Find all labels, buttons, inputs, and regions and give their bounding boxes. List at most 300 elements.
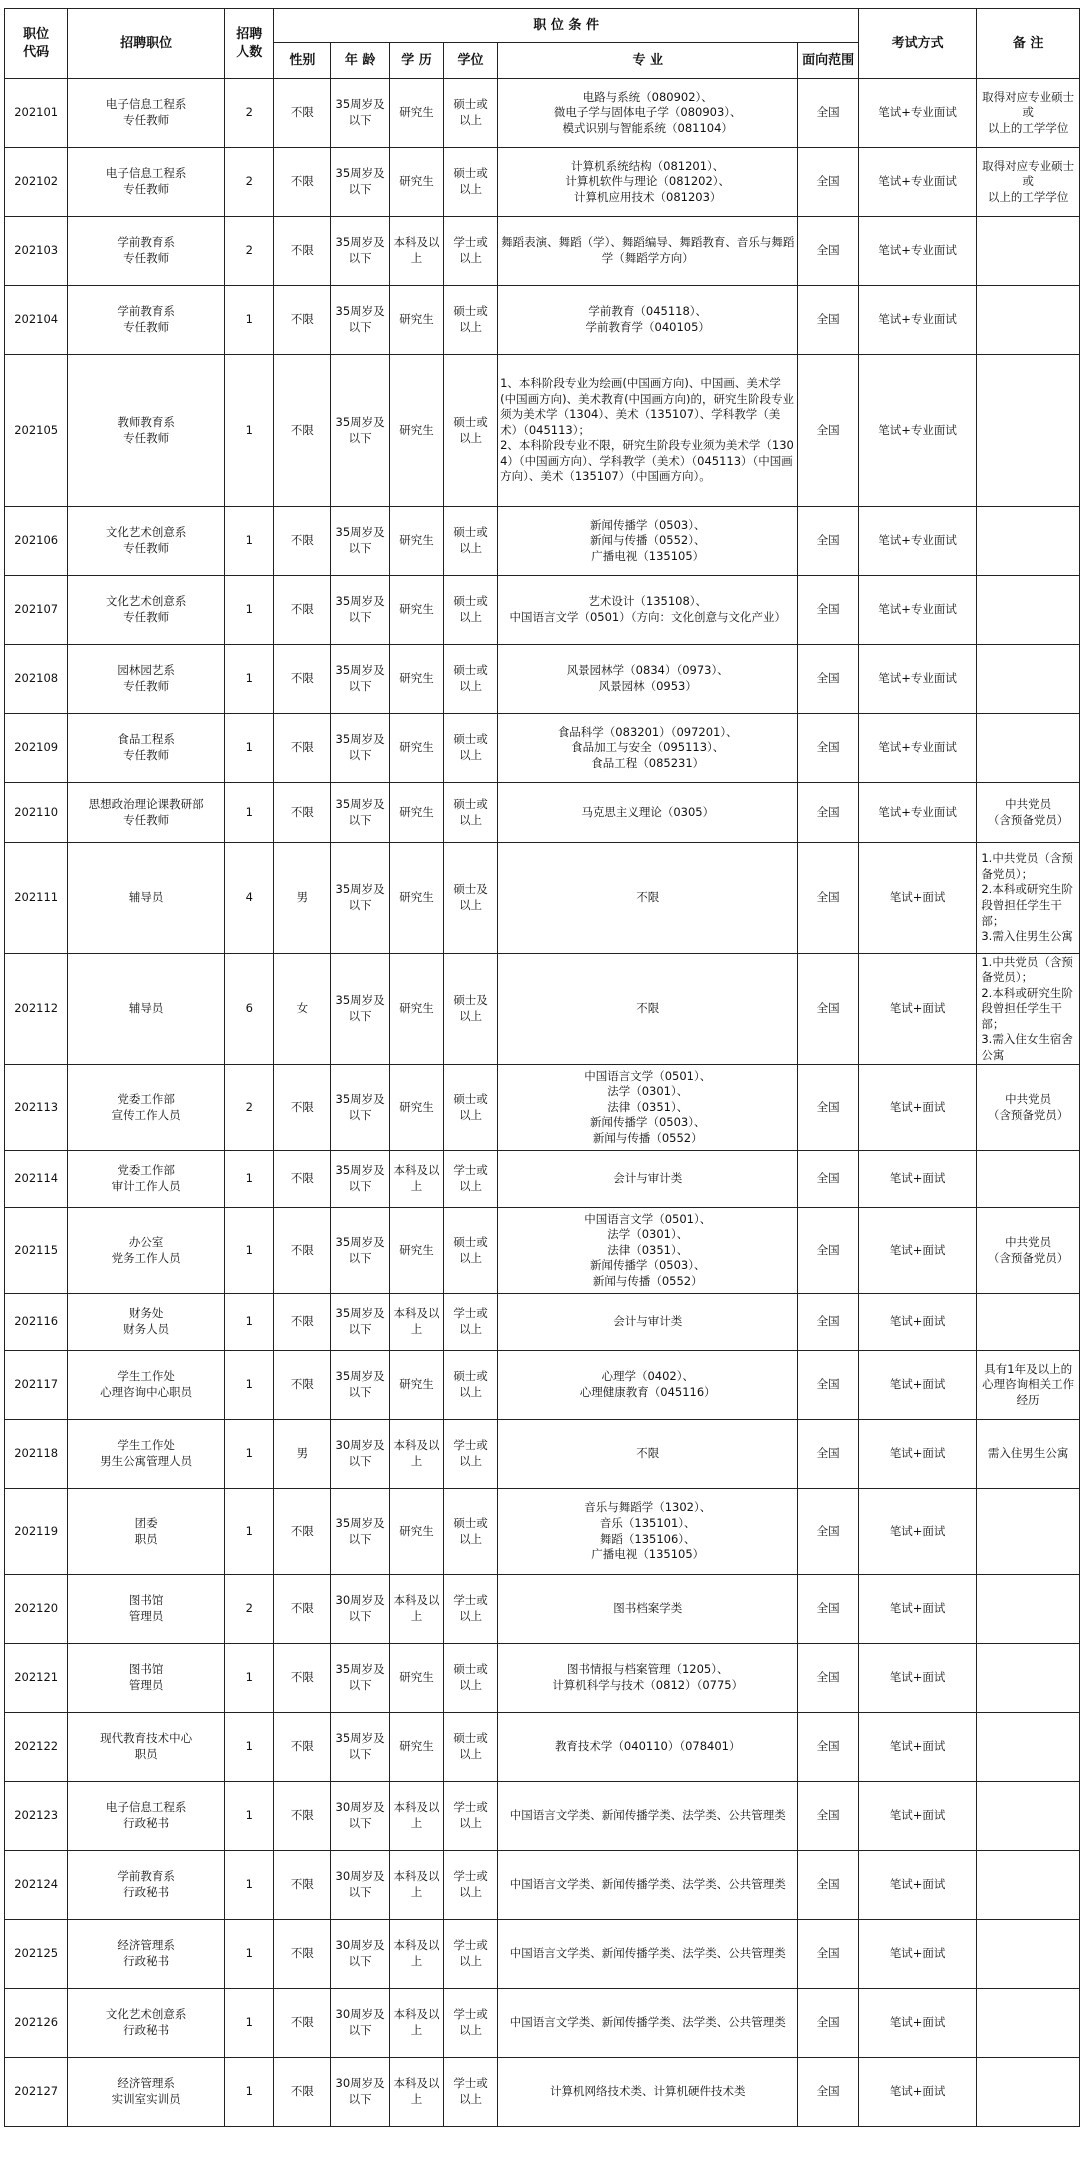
cell-remark	[977, 286, 1080, 355]
table-row	[5, 217, 1080, 286]
cell-exam: 笔试+面试	[858, 1989, 976, 2058]
cell-age: 35周岁及 以下	[331, 1351, 390, 1420]
cell-scope: 全国	[798, 286, 859, 355]
cell-code: 202107	[5, 576, 68, 645]
cell-major: 图书情报与档案管理（1205）、 计算机科学与技术（0812）（0775）	[498, 1644, 798, 1713]
table-row	[5, 1489, 1080, 1575]
cell-age: 35周岁及 以下	[331, 507, 390, 576]
cell-code: 202114	[5, 1151, 68, 1208]
cell-remark	[977, 576, 1080, 645]
cell-post: 文化艺术创意系 行政秘书	[68, 1989, 225, 2058]
cell-age: 35周岁及 以下	[331, 783, 390, 843]
cell-post: 电子信息工程系 专任教师	[68, 79, 225, 148]
cell-count: 1	[225, 1644, 274, 1713]
cell-age: 35周岁及 以下	[331, 1151, 390, 1208]
cell-scope: 全国	[798, 1989, 859, 2058]
cell-remark	[977, 1713, 1080, 1782]
cell-remark	[977, 1989, 1080, 2058]
cell-gender: 不限	[274, 1644, 331, 1713]
cell-exam: 笔试+专业面试	[858, 355, 976, 507]
cell-count: 1	[225, 714, 274, 783]
cell-gender: 不限	[274, 79, 331, 148]
cell-count: 1	[225, 507, 274, 576]
cell-major: 音乐与舞蹈学（1302）、 音乐（135101）、 舞蹈（135106）、 广播电视（135105）	[498, 1489, 798, 1575]
cell-count: 2	[225, 1065, 274, 1151]
cell-exam: 笔试+面试	[858, 1420, 976, 1489]
cell-post: 教师教育系 专任教师	[68, 355, 225, 507]
cell-gender: 女	[274, 954, 331, 1065]
cell-post: 电子信息工程系 行政秘书	[68, 1782, 225, 1851]
cell-degree: 学士或 以上	[444, 1920, 498, 1989]
cell-scope: 全国	[798, 576, 859, 645]
cell-remark	[977, 1920, 1080, 1989]
cell-major: 1、本科阶段专业为绘画(中国画方向)、中国画、美术学(中国画方向)、美术教育(中国画方向)的，研究生阶段专业须为美术学（1304）、美术（135107）、学科教学（美术）（045113）； 2、本科阶段专业不限，研究生阶段专业须为美术学（1304）（中国画方向）、学科教学（美术）（045113）（中国画方向）、美术（135107）（中国画方向）。	[498, 355, 798, 507]
cell-post: 图书馆 管理员	[68, 1575, 225, 1644]
cell-scope: 全国	[798, 1294, 859, 1351]
cell-exam: 笔试+面试	[858, 1713, 976, 1782]
cell-code: 202105	[5, 355, 68, 507]
table-row	[5, 954, 1080, 1065]
cell-age: 35周岁及 以下	[331, 843, 390, 954]
cell-age: 30周岁及 以下	[331, 1575, 390, 1644]
cell-age: 35周岁及 以下	[331, 954, 390, 1065]
cell-scope: 全国	[798, 954, 859, 1065]
table-body	[5, 79, 1080, 2127]
cell-remark: 1.中共党员（含预备党员）； 2.本科或研究生阶段曾担任学生干部； 3.需入住男生公寓	[977, 843, 1080, 954]
cell-exam: 笔试+面试	[858, 1489, 976, 1575]
cell-degree: 硕士或 以上	[444, 1208, 498, 1294]
cell-major: 中国语言文学类、新闻传播学类、法学类、公共管理类	[498, 1920, 798, 1989]
header-scope: 面向范围	[798, 43, 859, 79]
cell-edu: 研究生	[389, 576, 443, 645]
cell-code: 202124	[5, 1851, 68, 1920]
table-row	[5, 576, 1080, 645]
cell-edu: 本科及以 上	[389, 1920, 443, 1989]
cell-degree: 学士或 以上	[444, 1575, 498, 1644]
header-major: 专 业	[498, 43, 798, 79]
cell-count: 1	[225, 1713, 274, 1782]
cell-major: 图书档案学类	[498, 1575, 798, 1644]
header-count: 招聘 人数	[225, 9, 274, 79]
cell-gender: 不限	[274, 576, 331, 645]
cell-exam: 笔试+面试	[858, 1782, 976, 1851]
cell-degree: 硕士或 以上	[444, 1713, 498, 1782]
cell-code: 202101	[5, 79, 68, 148]
cell-age: 35周岁及 以下	[331, 1489, 390, 1575]
cell-post: 经济管理系 行政秘书	[68, 1920, 225, 1989]
cell-code: 202121	[5, 1644, 68, 1713]
cell-count: 1	[225, 1782, 274, 1851]
cell-degree: 硕士及 以上	[444, 843, 498, 954]
cell-gender: 不限	[274, 1713, 331, 1782]
cell-scope: 全国	[798, 507, 859, 576]
cell-count: 2	[225, 1575, 274, 1644]
cell-gender: 不限	[274, 2058, 331, 2127]
cell-major: 电路与系统（080902）、 微电子学与固体电子学（080903）、 模式识别与智能系统（081104）	[498, 79, 798, 148]
cell-post: 文化艺术创意系 专任教师	[68, 507, 225, 576]
table-row	[5, 355, 1080, 507]
cell-remark: 具有1年及以上的心理咨询相关工作经历	[977, 1351, 1080, 1420]
cell-degree: 硕士或 以上	[444, 355, 498, 507]
cell-post: 党委工作部 审计工作人员	[68, 1151, 225, 1208]
cell-gender: 不限	[274, 1575, 331, 1644]
cell-post: 学前教育系 专任教师	[68, 286, 225, 355]
cell-major: 会计与审计类	[498, 1294, 798, 1351]
header-conditions: 职 位 条 件	[274, 9, 858, 43]
cell-degree: 硕士或 以上	[444, 79, 498, 148]
table-row	[5, 1782, 1080, 1851]
cell-major: 中国语言文学（0501）、 法学（0301）、 法律（0351）、 新闻传播学（0503）、 新闻与传播（0552）	[498, 1208, 798, 1294]
cell-major: 艺术设计（135108）、 中国语言文学（0501）（方向：文化创意与文化产业）	[498, 576, 798, 645]
table-row	[5, 79, 1080, 148]
cell-gender: 男	[274, 1420, 331, 1489]
cell-age: 35周岁及 以下	[331, 286, 390, 355]
cell-edu: 研究生	[389, 714, 443, 783]
cell-major: 计算机网络技术类、计算机硬件技术类	[498, 2058, 798, 2127]
cell-code: 202120	[5, 1575, 68, 1644]
cell-age: 35周岁及 以下	[331, 217, 390, 286]
cell-remark	[977, 1489, 1080, 1575]
cell-scope: 全国	[798, 1489, 859, 1575]
cell-code: 202110	[5, 783, 68, 843]
cell-gender: 不限	[274, 286, 331, 355]
cell-degree: 硕士或 以上	[444, 1489, 498, 1575]
table-row	[5, 148, 1080, 217]
cell-count: 2	[225, 148, 274, 217]
cell-major: 中国语言文学类、新闻传播学类、法学类、公共管理类	[498, 1782, 798, 1851]
cell-post: 园林园艺系 专任教师	[68, 645, 225, 714]
cell-scope: 全国	[798, 1920, 859, 1989]
cell-count: 1	[225, 1151, 274, 1208]
cell-post: 财务处 财务人员	[68, 1294, 225, 1351]
cell-degree: 硕士或 以上	[444, 645, 498, 714]
header-post: 招聘职位	[68, 9, 225, 79]
cell-exam: 笔试+面试	[858, 843, 976, 954]
cell-post: 电子信息工程系 专任教师	[68, 148, 225, 217]
cell-code: 202118	[5, 1420, 68, 1489]
cell-major: 不限	[498, 1420, 798, 1489]
cell-code: 202119	[5, 1489, 68, 1575]
cell-gender: 不限	[274, 1851, 331, 1920]
cell-age: 30周岁及 以下	[331, 2058, 390, 2127]
cell-remark	[977, 645, 1080, 714]
cell-major: 中国语言文学类、新闻传播学类、法学类、公共管理类	[498, 1989, 798, 2058]
cell-code: 202127	[5, 2058, 68, 2127]
cell-edu: 本科及以 上	[389, 1420, 443, 1489]
table-row	[5, 645, 1080, 714]
cell-code: 202113	[5, 1065, 68, 1151]
cell-degree: 硕士或 以上	[444, 1065, 498, 1151]
cell-post: 党委工作部 宣传工作人员	[68, 1065, 225, 1151]
cell-count: 1	[225, 1989, 274, 2058]
cell-degree: 硕士或 以上	[444, 783, 498, 843]
cell-degree: 硕士或 以上	[444, 148, 498, 217]
cell-major: 中国语言文学类、新闻传播学类、法学类、公共管理类	[498, 1851, 798, 1920]
cell-edu: 本科及以 上	[389, 1989, 443, 2058]
cell-count: 1	[225, 355, 274, 507]
cell-edu: 研究生	[389, 645, 443, 714]
cell-remark	[977, 355, 1080, 507]
cell-edu: 研究生	[389, 783, 443, 843]
cell-degree: 学士或 以上	[444, 1151, 498, 1208]
cell-code: 202123	[5, 1782, 68, 1851]
cell-major: 不限	[498, 954, 798, 1065]
cell-count: 2	[225, 79, 274, 148]
cell-degree: 硕士或 以上	[444, 576, 498, 645]
header-exam: 考试方式	[858, 9, 976, 79]
cell-exam: 笔试+专业面试	[858, 217, 976, 286]
table-row	[5, 1065, 1080, 1151]
cell-count: 1	[225, 286, 274, 355]
cell-exam: 笔试+面试	[858, 1920, 976, 1989]
cell-count: 1	[225, 1920, 274, 1989]
cell-gender: 不限	[274, 783, 331, 843]
table-row	[5, 1644, 1080, 1713]
cell-count: 1	[225, 2058, 274, 2127]
cell-scope: 全国	[798, 1713, 859, 1782]
cell-major: 马克思主义理论（0305）	[498, 783, 798, 843]
cell-edu: 研究生	[389, 843, 443, 954]
table-row	[5, 843, 1080, 954]
cell-major: 中国语言文学（0501）、 法学（0301）、 法律（0351）、 新闻传播学（0503）、 新闻与传播（0552）	[498, 1065, 798, 1151]
cell-degree: 学士或 以上	[444, 2058, 498, 2127]
cell-age: 30周岁及 以下	[331, 1920, 390, 1989]
table-row	[5, 1294, 1080, 1351]
cell-exam: 笔试+面试	[858, 1065, 976, 1151]
cell-code: 202112	[5, 954, 68, 1065]
cell-count: 1	[225, 1420, 274, 1489]
cell-post: 思想政治理论课教研部 专任教师	[68, 783, 225, 843]
cell-degree: 硕士或 以上	[444, 286, 498, 355]
cell-age: 30周岁及 以下	[331, 1782, 390, 1851]
cell-gender: 不限	[274, 1782, 331, 1851]
cell-gender: 不限	[274, 1065, 331, 1151]
cell-scope: 全国	[798, 217, 859, 286]
cell-post: 团委 职员	[68, 1489, 225, 1575]
cell-degree: 硕士或 以上	[444, 507, 498, 576]
cell-degree: 学士或 以上	[444, 1989, 498, 2058]
cell-scope: 全国	[798, 1644, 859, 1713]
cell-edu: 研究生	[389, 1065, 443, 1151]
cell-edu: 研究生	[389, 1351, 443, 1420]
cell-edu: 研究生	[389, 954, 443, 1065]
cell-exam: 笔试+面试	[858, 1644, 976, 1713]
cell-remark	[977, 1851, 1080, 1920]
cell-code: 202111	[5, 843, 68, 954]
cell-degree: 学士或 以上	[444, 1420, 498, 1489]
cell-exam: 笔试+专业面试	[858, 714, 976, 783]
cell-age: 35周岁及 以下	[331, 79, 390, 148]
cell-edu: 研究生	[389, 1208, 443, 1294]
cell-age: 30周岁及 以下	[331, 1989, 390, 2058]
cell-count: 1	[225, 1294, 274, 1351]
cell-edu: 研究生	[389, 507, 443, 576]
cell-scope: 全国	[798, 1065, 859, 1151]
cell-degree: 硕士或 以上	[444, 1351, 498, 1420]
table-row	[5, 1851, 1080, 1920]
cell-gender: 不限	[274, 217, 331, 286]
table-row	[5, 1151, 1080, 1208]
cell-remark: 需入住男生公寓	[977, 1420, 1080, 1489]
cell-post: 学前教育系 行政秘书	[68, 1851, 225, 1920]
cell-age: 35周岁及 以下	[331, 1713, 390, 1782]
cell-exam: 笔试+面试	[858, 1851, 976, 1920]
cell-code: 202116	[5, 1294, 68, 1351]
cell-exam: 笔试+专业面试	[858, 79, 976, 148]
cell-scope: 全国	[798, 148, 859, 217]
cell-edu: 本科及以 上	[389, 217, 443, 286]
cell-age: 35周岁及 以下	[331, 1294, 390, 1351]
header-age: 年 龄	[331, 43, 390, 79]
table-row	[5, 507, 1080, 576]
cell-count: 1	[225, 1489, 274, 1575]
cell-code: 202122	[5, 1713, 68, 1782]
cell-post: 辅导员	[68, 954, 225, 1065]
cell-count: 1	[225, 783, 274, 843]
cell-major: 食品科学（083201）（097201）、 食品加工与安全（095113）、 食品工程（085231）	[498, 714, 798, 783]
cell-age: 35周岁及 以下	[331, 1065, 390, 1151]
cell-gender: 不限	[274, 1151, 331, 1208]
cell-post: 经济管理系 实训室实训员	[68, 2058, 225, 2127]
cell-post: 文化艺术创意系 专任教师	[68, 576, 225, 645]
cell-scope: 全国	[798, 1851, 859, 1920]
cell-gender: 不限	[274, 148, 331, 217]
cell-code: 202108	[5, 645, 68, 714]
cell-exam: 笔试+专业面试	[858, 783, 976, 843]
cell-major: 会计与审计类	[498, 1151, 798, 1208]
cell-degree: 学士或 以上	[444, 1294, 498, 1351]
table-row	[5, 2058, 1080, 2127]
cell-code: 202126	[5, 1989, 68, 2058]
table-row	[5, 1920, 1080, 1989]
cell-remark	[977, 1575, 1080, 1644]
cell-code: 202104	[5, 286, 68, 355]
cell-post: 学生工作处 男生公寓管理人员	[68, 1420, 225, 1489]
cell-exam: 笔试+面试	[858, 2058, 976, 2127]
cell-code: 202109	[5, 714, 68, 783]
recruitment-table	[4, 8, 1080, 2127]
cell-code: 202102	[5, 148, 68, 217]
cell-remark: 1.中共党员（含预备党员）； 2.本科或研究生阶段曾担任学生干部； 3.需入住女生宿舍公寓	[977, 954, 1080, 1065]
header-gender: 性别	[274, 43, 331, 79]
cell-scope: 全国	[798, 1151, 859, 1208]
cell-major: 不限	[498, 843, 798, 954]
cell-age: 35周岁及 以下	[331, 1644, 390, 1713]
cell-count: 6	[225, 954, 274, 1065]
cell-gender: 不限	[274, 714, 331, 783]
cell-age: 30周岁及 以下	[331, 1851, 390, 1920]
cell-edu: 本科及以 上	[389, 2058, 443, 2127]
header-code: 职位 代码	[5, 9, 68, 79]
header-remark: 备 注	[977, 9, 1080, 79]
cell-scope: 全国	[798, 355, 859, 507]
cell-major: 风景园林学（0834）（0973）、 风景园林（0953）	[498, 645, 798, 714]
cell-gender: 不限	[274, 507, 331, 576]
cell-exam: 笔试+专业面试	[858, 148, 976, 217]
cell-scope: 全国	[798, 783, 859, 843]
cell-post: 学生工作处 心理咨询中心职员	[68, 1351, 225, 1420]
cell-remark	[977, 1644, 1080, 1713]
cell-edu: 研究生	[389, 1713, 443, 1782]
cell-exam: 笔试+专业面试	[858, 507, 976, 576]
cell-degree: 硕士及 以上	[444, 954, 498, 1065]
cell-scope: 全国	[798, 79, 859, 148]
table-row	[5, 1208, 1080, 1294]
cell-age: 35周岁及 以下	[331, 576, 390, 645]
cell-major: 心理学（0402）、 心理健康教育（045116）	[498, 1351, 798, 1420]
cell-edu: 本科及以 上	[389, 1782, 443, 1851]
cell-gender: 不限	[274, 1208, 331, 1294]
cell-age: 35周岁及 以下	[331, 1208, 390, 1294]
cell-age: 35周岁及 以下	[331, 645, 390, 714]
cell-degree: 学士或 以上	[444, 217, 498, 286]
cell-scope: 全国	[798, 1420, 859, 1489]
cell-edu: 研究生	[389, 79, 443, 148]
cell-remark: 取得对应专业硕士或 以上的工学学位	[977, 79, 1080, 148]
cell-edu: 本科及以 上	[389, 1575, 443, 1644]
cell-edu: 本科及以 上	[389, 1151, 443, 1208]
cell-scope: 全国	[798, 1782, 859, 1851]
cell-gender: 不限	[274, 355, 331, 507]
cell-scope: 全国	[798, 1208, 859, 1294]
cell-remark: 取得对应专业硕士或 以上的工学学位	[977, 148, 1080, 217]
cell-remark	[977, 2058, 1080, 2127]
cell-code: 202103	[5, 217, 68, 286]
cell-scope: 全国	[798, 645, 859, 714]
cell-count: 2	[225, 217, 274, 286]
cell-age: 30周岁及 以下	[331, 1420, 390, 1489]
cell-edu: 研究生	[389, 148, 443, 217]
cell-edu: 本科及以 上	[389, 1851, 443, 1920]
cell-exam: 笔试+面试	[858, 1151, 976, 1208]
cell-remark	[977, 217, 1080, 286]
cell-code: 202106	[5, 507, 68, 576]
cell-scope: 全国	[798, 714, 859, 783]
header-degree: 学位	[444, 43, 498, 79]
cell-major: 计算机系统结构（081201）、 计算机软件与理论（081202）、 计算机应用技术（081203）	[498, 148, 798, 217]
table-row	[5, 1575, 1080, 1644]
cell-post: 学前教育系 专任教师	[68, 217, 225, 286]
cell-degree: 学士或 以上	[444, 1851, 498, 1920]
cell-post: 办公室 党务工作人员	[68, 1208, 225, 1294]
cell-gender: 男	[274, 843, 331, 954]
cell-age: 35周岁及 以下	[331, 148, 390, 217]
cell-exam: 笔试+专业面试	[858, 286, 976, 355]
cell-edu: 本科及以 上	[389, 1294, 443, 1351]
table-row	[5, 1351, 1080, 1420]
table-row	[5, 1989, 1080, 2058]
cell-exam: 笔试+面试	[858, 1575, 976, 1644]
cell-degree: 学士或 以上	[444, 1782, 498, 1851]
cell-edu: 研究生	[389, 286, 443, 355]
cell-exam: 笔试+面试	[858, 954, 976, 1065]
cell-major: 舞蹈表演、舞蹈（学）、舞蹈编导、舞蹈教育、音乐与舞蹈学（舞蹈学方向）	[498, 217, 798, 286]
cell-exam: 笔试+面试	[858, 1208, 976, 1294]
cell-count: 1	[225, 1851, 274, 1920]
cell-exam: 笔试+面试	[858, 1351, 976, 1420]
cell-gender: 不限	[274, 1294, 331, 1351]
cell-gender: 不限	[274, 1989, 331, 2058]
cell-remark	[977, 1151, 1080, 1208]
cell-code: 202117	[5, 1351, 68, 1420]
cell-gender: 不限	[274, 645, 331, 714]
table-row	[5, 783, 1080, 843]
cell-gender: 不限	[274, 1489, 331, 1575]
cell-remark: 中共党员 （含预备党员）	[977, 783, 1080, 843]
cell-scope: 全国	[798, 2058, 859, 2127]
cell-edu: 研究生	[389, 1489, 443, 1575]
cell-remark	[977, 1782, 1080, 1851]
